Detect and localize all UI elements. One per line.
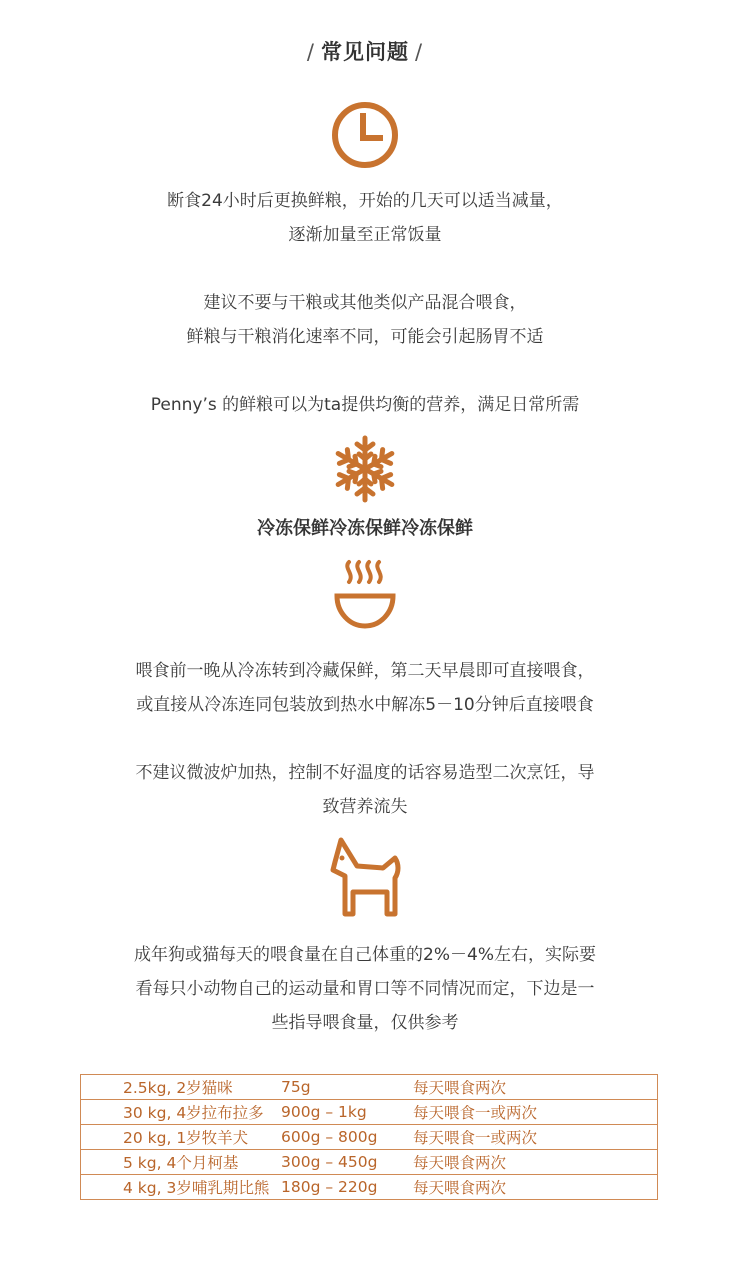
feeding-amount-paragraph: 成年狗或猫每天的喂食量在自己体重的2%－4%左右，实际要 看每只小动物自己的运动量和胃口等不同情况而定，下边是一 些指导喂食量，仅供参考 xyxy=(134,945,596,1033)
frequency-cell: 每天喂食两次 xyxy=(413,1075,658,1100)
pet-cell: 4 kg, 3岁哺乳期比熊 xyxy=(81,1175,282,1200)
title-slash-left: / xyxy=(306,40,315,64)
pet-cell: 5 kg, 4个月柯基 xyxy=(81,1150,282,1175)
page-title xyxy=(0,36,730,66)
pet-cell: 20 kg, 1岁牧羊犬 xyxy=(81,1125,282,1150)
feeding-paragraph-2: 建议不要与干粮或其他类似产品混合喂食， 鲜粮与干粮消化速率不同，可能会引起肠胃不适 xyxy=(186,293,544,347)
clock-icon xyxy=(0,100,730,174)
amount-cell: 180g – 220g xyxy=(281,1175,413,1200)
table-row xyxy=(81,1125,658,1150)
pet-cell: 2.5kg, 2岁猫咪 xyxy=(81,1075,282,1100)
title-slash-right: / xyxy=(415,40,424,64)
pet-cell: 30 kg, 4岁拉布拉多 xyxy=(81,1100,282,1125)
table-row xyxy=(81,1175,658,1200)
frequency-cell: 每天喂食一或两次 xyxy=(413,1100,658,1125)
amount-cell: 75g xyxy=(281,1075,413,1100)
dog-icon xyxy=(0,836,730,922)
thaw-paragraph-1: 喂食前一晚从冷冻转到冷藏保鲜，第二天早晨即可直接喂食， 或直接从冷冻连同包装放到热水中解冻5－10分钟后直接喂食 xyxy=(135,661,595,715)
thaw-paragraph-2: 不建议微波炉加热，控制不好温度的话容易造型二次烹饪，导 致营养流失 xyxy=(135,763,595,817)
feeding-guide-table xyxy=(80,1074,658,1200)
frozen-storage-title: 冷冻保鲜冷冻保鲜冷冻保鲜 xyxy=(257,518,473,539)
feeding-paragraph-3: Penny’s 的鲜粮可以为ta提供均衡的营养，满足日常所需 xyxy=(150,395,580,415)
table-row xyxy=(81,1075,658,1100)
frequency-cell: 每天喂食两次 xyxy=(413,1150,658,1175)
amount-cell: 900g – 1kg xyxy=(281,1100,413,1125)
frequency-cell: 每天喂食一或两次 xyxy=(413,1125,658,1150)
amount-cell: 600g – 800g xyxy=(281,1125,413,1150)
frequency-cell: 每天喂食两次 xyxy=(413,1175,658,1200)
amount-cell: 300g – 450g xyxy=(281,1150,413,1175)
feeding-paragraph-1: 断食24小时后更换鲜粮，开始的几天可以适当减量， 逐渐加量至正常饭量 xyxy=(167,191,563,245)
table-row xyxy=(81,1100,658,1125)
snowflake-icon xyxy=(0,434,730,508)
title-text: 常见问题 xyxy=(321,40,409,64)
table-row xyxy=(81,1150,658,1175)
steaming-bowl-icon xyxy=(0,558,730,636)
